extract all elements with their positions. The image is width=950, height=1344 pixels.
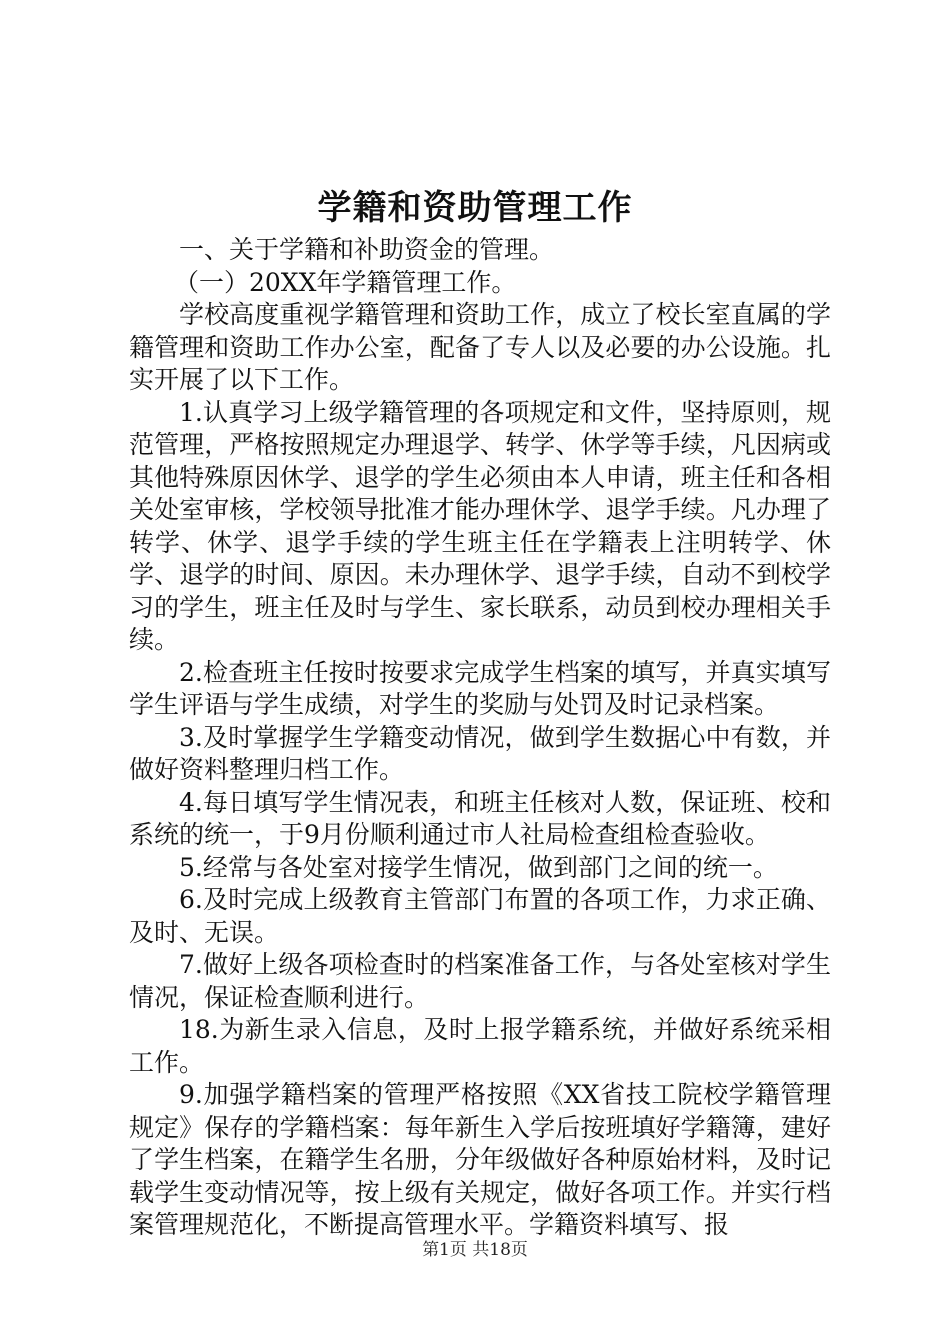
paragraph-item-3: 3.及时掌握学生学籍变动情况，做到学生数据心中有数，并做好资料整理归档工作。 [129,722,831,784]
paragraph-item-6: 6.及时完成上级教育主管部门布置的各项工作，力求正确、及时、无误。 [129,885,831,947]
paragraph-subsection-heading: （一）20XX年学籍管理工作。 [174,267,517,297]
paragraph-item-2: 2.检查班主任按时按要求完成学生档案的填写，并真实填写学生评语与学生成绩，对学生的奖励与处罚及时记录档案。 [129,657,831,719]
paragraph-item-8: 18.为新生录入信息，及时上报学籍系统，并做好系统采相工作。 [129,1015,831,1077]
paragraph-item-7: 7.做好上级各项检查时的档案准备工作，与各处室核对学生情况，保证检查顺利进行。 [129,950,831,1012]
paragraph-intro: 学校高度重视学籍管理和资助工作，成立了校长室直属的学籍管理和资助工作办公室，配备了专人以及必要的办公设施。扎实开展了以下工作。 [129,300,831,394]
paragraph-item-9: 9.加强学籍档案的管理严格按照《XX省技工院校学籍管理规定》保存的学籍档案：每年新生入学后按班填好学籍簿，建好了学生档案，在籍学生名册，分年级做好各种原始材料，及时记载学生变动情况等，按上级有关规定，做好各项工作。并实行档案管理规范化，不断提高管理水平。学籍资料填写、报 [129,1080,831,1239]
paragraph-item-1: 1.认真学习上级学籍管理的各项规定和文件，坚持原则，规范管理，严格按照规定办理退学、转学、休学等手续，凡因病或其他特殊原因休学、退学的学生必须由本人申请，班主任和各相关处室审核，学校领导批准才能办理休学、退学手续。凡办理了转学、休学、退学手续的学生班主任在学籍表上注明转学、休学、退学的时间、原因。未办理休学、退学手续，自动不到校学习的学生，班主任及时与学生、家长联系，动员到校办理相关手续。 [129,397,831,654]
document-body [129,234,831,1242]
paragraph-item-4: 4.每日填写学生情况表，和班主任核对人数，保证班、校和系统的统一，于9月份顺利通过市人社局检查组检查验收。 [129,787,831,849]
paragraph-item-5: 5.经常与各处室对接学生情况，做到部门之间的统一。 [179,852,778,882]
page-footer: 第1页 共18页 [422,1240,528,1260]
paragraph-section-heading: 一、关于学籍和补助资金的管理。 [179,235,555,264]
document-title: 学籍和资助管理工作 [317,188,633,228]
